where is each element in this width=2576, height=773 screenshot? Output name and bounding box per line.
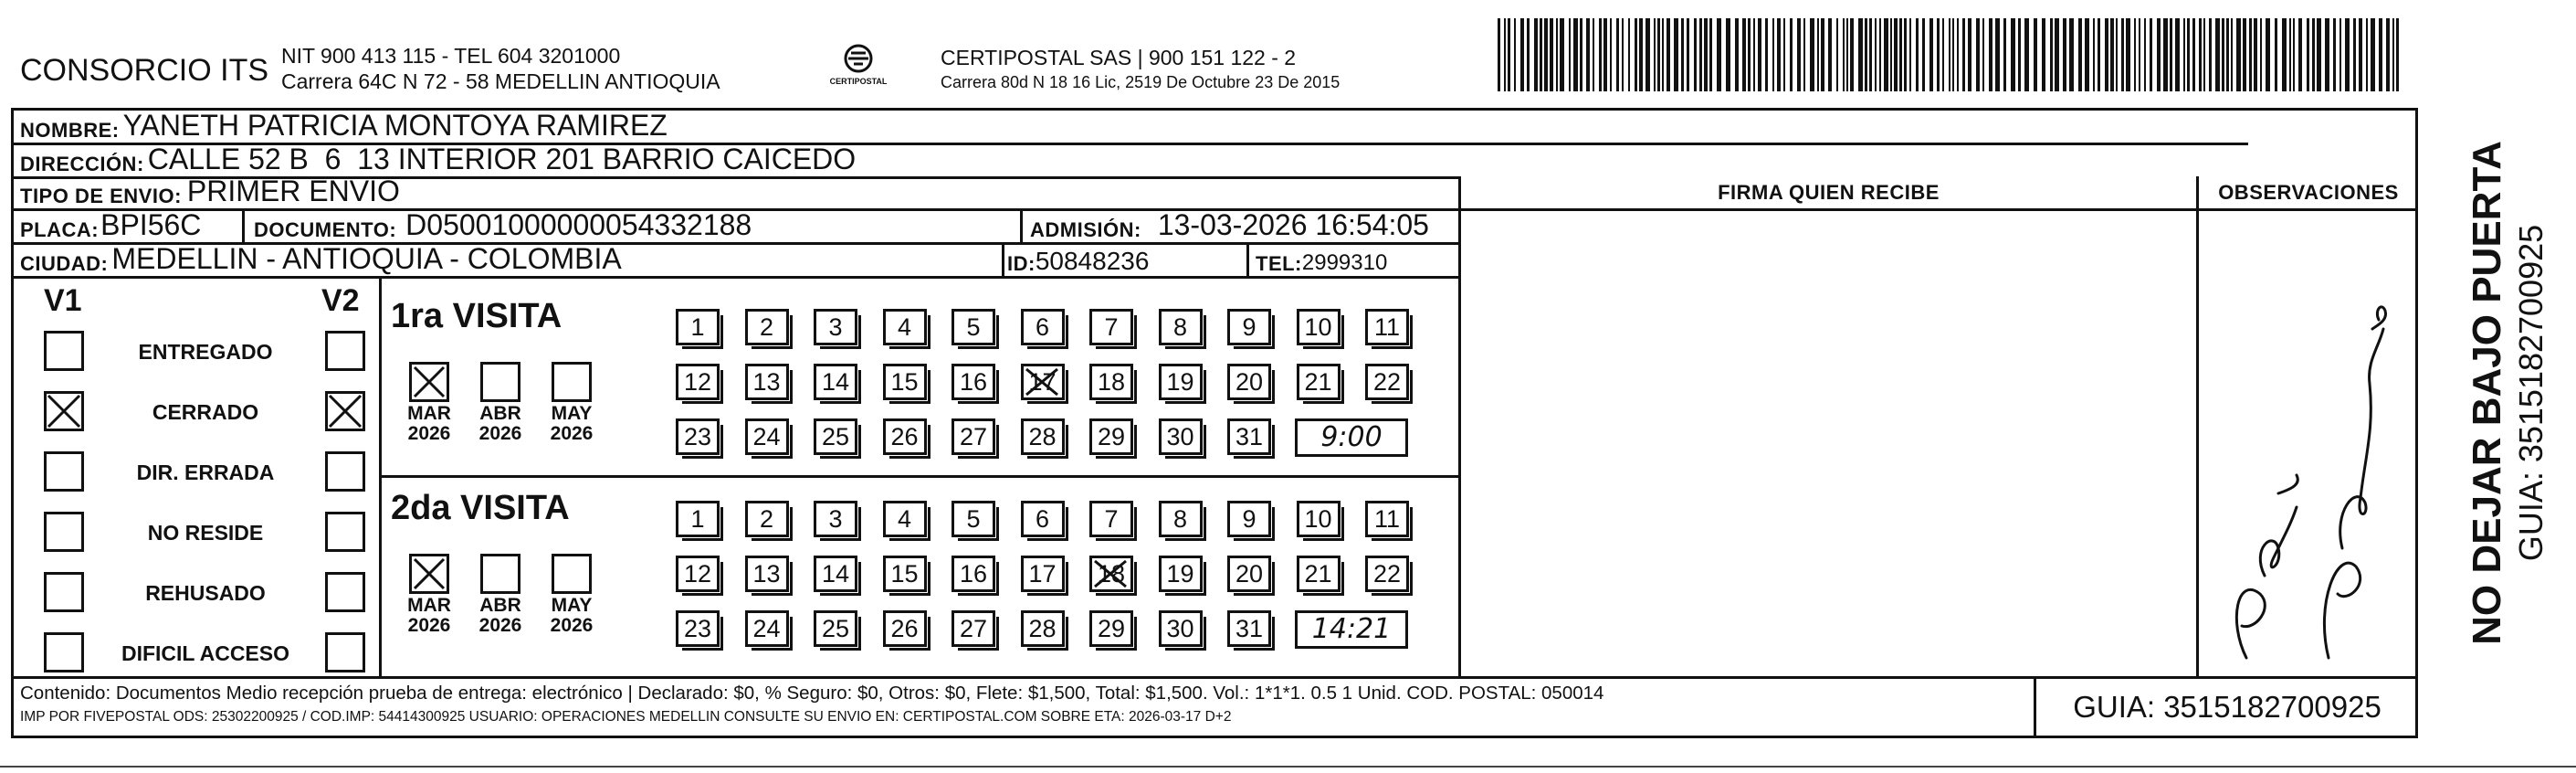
day-number: 11 [1373, 505, 1401, 533]
nombre-row [20, 108, 668, 143]
day-mark-icon [1089, 556, 1133, 592]
day-number: 26 [890, 615, 919, 642]
tipo-row [20, 176, 400, 208]
tipo-label: TIPO DE ENVIO: [20, 185, 182, 207]
visit-time: 9:00 [1295, 418, 1408, 457]
placa-value: BPI56C [100, 208, 202, 241]
day-box[interactable] [745, 610, 789, 647]
day-box[interactable] [1159, 309, 1203, 345]
day-number: 2 [759, 505, 774, 533]
v1-checkbox[interactable] [44, 512, 84, 552]
status-label: REHUSADO [145, 581, 266, 605]
day-box[interactable] [1021, 364, 1065, 400]
day-box[interactable] [745, 418, 789, 455]
firma-column-header: FIRMA QUIEN RECIBE [1718, 181, 1940, 204]
day-box[interactable] [883, 418, 927, 455]
day-number: 5 [966, 313, 981, 341]
day-box[interactable] [1159, 610, 1203, 647]
month-checkbox[interactable] [480, 554, 520, 594]
day-box[interactable] [1297, 501, 1341, 537]
day-box[interactable] [814, 501, 857, 537]
placa-label: PLACA: [20, 218, 100, 241]
day-number: 31 [1235, 423, 1264, 450]
day-number: 26 [890, 423, 919, 450]
day-number: 22 [1372, 560, 1402, 588]
v1-checkbox[interactable] [44, 331, 84, 371]
month-checkbox[interactable] [409, 362, 449, 402]
observaciones-column-header: OBSERVACIONES [2218, 181, 2399, 204]
day-box[interactable] [676, 610, 720, 647]
day-number: 19 [1166, 560, 1194, 588]
day-box[interactable] [883, 501, 927, 537]
day-box[interactable] [676, 364, 720, 400]
month-year: 2026 [407, 615, 451, 636]
v1-checkbox[interactable] [44, 391, 84, 431]
day-number: 15 [890, 560, 919, 588]
day-box[interactable] [814, 556, 857, 592]
day-box[interactable] [1365, 309, 1409, 345]
tel-row [1256, 242, 1387, 276]
v2-checkbox[interactable] [325, 331, 365, 371]
carrier-license: Carrera 80d N 18 16 Lic, 2519 De Octubre 23 De 2015 [941, 73, 1341, 91]
day-number: 6 [1035, 505, 1050, 533]
status-label: CERRADO [152, 400, 259, 424]
v2-header: V2 [321, 283, 360, 318]
day-number: 27 [959, 423, 988, 450]
day-number: 30 [1166, 615, 1194, 642]
status-label: ENTREGADO [138, 340, 273, 364]
documento-row [254, 208, 752, 242]
day-box[interactable] [814, 418, 857, 455]
day-number: 7 [1104, 505, 1119, 533]
ciudad-row [20, 242, 622, 276]
day-box[interactable] [1365, 364, 1409, 400]
day-box[interactable] [814, 610, 857, 647]
day-number: 23 [683, 423, 712, 450]
day-box[interactable] [745, 556, 789, 592]
admision-label: ADMISIÓN: [1030, 218, 1141, 241]
tel-label: TEL: [1256, 252, 1302, 275]
day-box[interactable] [1227, 418, 1271, 455]
v2-checkbox[interactable] [325, 451, 365, 492]
day-number: 28 [1028, 615, 1057, 642]
day-box[interactable] [952, 610, 995, 647]
header [0, 0, 2429, 108]
carrier-logo [826, 40, 890, 104]
id-label: ID: [1007, 252, 1036, 275]
day-box[interactable] [883, 556, 927, 592]
placa-row [20, 208, 201, 242]
day-box[interactable] [1159, 418, 1203, 455]
nombre-value: YANETH PATRICIA MONTOYA RAMIREZ [122, 109, 668, 142]
day-box[interactable] [676, 556, 720, 592]
day-number: 3 [828, 505, 843, 533]
v2-checkbox[interactable] [325, 512, 365, 552]
day-box[interactable] [1021, 501, 1065, 537]
month-name: MAY [551, 595, 593, 616]
day-number: 7 [1104, 313, 1119, 341]
day-box[interactable] [676, 309, 720, 345]
day-box[interactable] [1227, 556, 1271, 592]
handwritten-signature [2210, 274, 2411, 667]
day-number: 2 [759, 313, 774, 341]
company-nit: NIT 900 413 115 - TEL 604 3201000 [281, 44, 621, 68]
day-box[interactable] [1089, 309, 1133, 345]
day-box[interactable] [1089, 364, 1133, 400]
day-box[interactable] [1227, 364, 1271, 400]
day-box[interactable] [814, 309, 857, 345]
month-checkbox[interactable] [480, 362, 520, 402]
v1-header: V1 [44, 283, 82, 318]
day-number: 23 [683, 615, 712, 642]
visit-time: 14:21 [1295, 610, 1408, 649]
day-number: 20 [1235, 560, 1264, 588]
day-box[interactable] [952, 364, 995, 400]
day-number: 27 [959, 615, 988, 642]
month-name: ABR [479, 595, 521, 616]
day-number: 29 [1097, 423, 1126, 450]
day-number: 13 [752, 368, 781, 396]
footer-guia: GUIA: 3515182700925 [2073, 690, 2381, 724]
day-box[interactable] [1227, 501, 1271, 537]
footer-content: Contenido: Documentos Medio recepción prueba de entrega: electrónico | Declarado: $0, % Seguro: $0, Otros: $0, Flete: $1,500, Total: $1,500. Vol.: 1*1*1. 0.5 1 Unid. COD. POSTAL: 050014 [20, 683, 1604, 704]
day-box[interactable] [1159, 556, 1203, 592]
month-label [397, 404, 461, 444]
direccion-label: DIRECCIÓN: [20, 153, 144, 175]
day-number: 18 [1097, 560, 1126, 588]
second-visit-title: 2da VISITA [391, 489, 570, 527]
first-visit-title: 1ra VISITA [391, 297, 563, 335]
day-number: 8 [1172, 313, 1188, 341]
day-number: 13 [752, 560, 781, 588]
day-number: 25 [821, 615, 850, 642]
day-number: 1 [690, 505, 705, 533]
company-name: CONSORCIO ITS [20, 53, 269, 88]
day-number: 29 [1097, 615, 1126, 642]
month-year: 2026 [478, 423, 522, 444]
day-number: 17 [1028, 560, 1057, 588]
id-row [1007, 242, 1149, 276]
day-box[interactable] [1365, 501, 1409, 537]
day-number: 4 [897, 505, 912, 533]
day-box[interactable] [745, 501, 789, 537]
day-box[interactable] [1227, 309, 1271, 345]
day-number: 18 [1097, 368, 1126, 396]
month-name: MAY [551, 403, 593, 424]
day-box[interactable] [1297, 364, 1341, 400]
month-label [468, 596, 532, 636]
day-box[interactable] [883, 364, 927, 400]
day-box[interactable] [676, 418, 720, 455]
day-number: 16 [959, 560, 988, 588]
day-number: 20 [1235, 368, 1264, 396]
day-box[interactable] [676, 501, 720, 537]
tipo-value: PRIMER ENVIO [186, 175, 400, 207]
day-box[interactable] [883, 610, 927, 647]
day-number: 21 [1304, 368, 1332, 396]
day-number: 6 [1035, 313, 1050, 341]
documento-value: D05001000000054332188 [405, 208, 752, 241]
month-name: ABR [479, 403, 521, 424]
status-label: DIR. ERRADA [136, 461, 275, 484]
day-number: 14 [821, 560, 850, 588]
nombre-label: NOMBRE: [20, 119, 120, 142]
admision-row [1030, 208, 1429, 242]
ciudad-label: CIUDAD: [20, 252, 109, 275]
id-value: 50848236 [1035, 247, 1150, 275]
side-warning: NO DEJAR BAJO PUERTA [2465, 141, 2509, 645]
day-number: 14 [821, 368, 850, 396]
day-number: 30 [1166, 423, 1194, 450]
day-number: 4 [897, 313, 912, 341]
tel-value: 2999310 [1301, 250, 1388, 275]
day-number: 31 [1235, 615, 1264, 642]
day-box[interactable] [1227, 610, 1271, 647]
day-box[interactable] [1021, 418, 1065, 455]
v2-checkbox[interactable] [325, 632, 365, 672]
month-label [540, 596, 604, 636]
barcode [1498, 18, 2402, 91]
day-number: 22 [1372, 368, 1402, 396]
day-box[interactable] [1089, 610, 1133, 647]
day-box[interactable] [1089, 556, 1133, 592]
day-box[interactable] [952, 501, 995, 537]
day-box[interactable] [1297, 556, 1341, 592]
day-box[interactable] [1297, 309, 1341, 345]
month-label [468, 404, 532, 444]
day-box[interactable] [745, 364, 789, 400]
v2-checkbox[interactable] [325, 391, 365, 431]
day-number: 10 [1304, 313, 1332, 341]
day-number: 25 [821, 423, 850, 450]
day-number: 3 [828, 313, 843, 341]
month-year: 2026 [550, 615, 594, 636]
status-label: DIFICIL ACCESO [121, 641, 289, 665]
admision-value: 13-03-2026 16:54:05 [1157, 208, 1429, 241]
day-box[interactable] [1089, 501, 1133, 537]
day-number: 15 [890, 368, 919, 396]
day-box[interactable] [1021, 610, 1065, 647]
day-number: 16 [959, 368, 988, 396]
day-box[interactable] [1365, 556, 1409, 592]
day-number: 8 [1172, 505, 1188, 533]
day-box[interactable] [745, 309, 789, 345]
day-box[interactable] [1021, 556, 1065, 592]
carrier-logo-text: CERTIPOSTAL [829, 77, 888, 86]
day-number: 12 [683, 368, 712, 396]
day-number: 19 [1166, 368, 1194, 396]
day-number: 21 [1304, 560, 1332, 588]
direccion-row [20, 143, 856, 176]
footer-imp: IMP POR FIVEPOSTAL ODS: 25302200925 / COD.IMP: 54414300925 USUARIO: OPERACIONES MEDELLIN CONSULTE SU ENVIO EN: CERTIPOSTAL.COM SOBRE ETA: 2026-03-17 D+2 [20, 709, 1232, 725]
v1-checkbox[interactable] [44, 632, 84, 672]
month-year: 2026 [550, 423, 594, 444]
day-mark-icon [1021, 364, 1065, 400]
day-box[interactable] [1159, 364, 1203, 400]
day-number: 9 [1242, 313, 1256, 341]
day-number: 10 [1304, 505, 1332, 533]
documento-label: DOCUMENTO: [254, 218, 397, 241]
v1-checkbox[interactable] [44, 451, 84, 492]
day-number: 24 [752, 423, 781, 450]
v1-checkbox[interactable] [44, 572, 84, 612]
company-address: Carrera 64C N 72 - 58 MEDELLIN ANTIOQUIA [281, 69, 720, 93]
day-number: 1 [690, 313, 705, 341]
month-year: 2026 [407, 423, 451, 444]
day-box[interactable] [1089, 418, 1133, 455]
direccion-value: CALLE 52 B 6 13 INTERIOR 201 BARRIO CAICEDO [147, 143, 857, 175]
day-box[interactable] [1021, 309, 1065, 345]
day-number: 28 [1028, 423, 1057, 450]
month-year: 2026 [478, 615, 522, 636]
day-box[interactable] [952, 556, 995, 592]
month-checkbox[interactable] [409, 554, 449, 594]
month-checkbox[interactable] [552, 362, 592, 402]
day-number: 11 [1373, 313, 1401, 341]
day-number: 5 [966, 505, 981, 533]
month-name: MAR [407, 403, 451, 424]
status-label: NO RESIDE [147, 521, 264, 545]
v2-checkbox[interactable] [325, 572, 365, 612]
day-box[interactable] [952, 309, 995, 345]
day-box[interactable] [952, 418, 995, 455]
month-checkbox[interactable] [552, 554, 592, 594]
day-box[interactable] [1159, 501, 1203, 537]
day-number: 12 [683, 560, 712, 588]
day-box[interactable] [883, 309, 927, 345]
day-number: 24 [752, 615, 781, 642]
month-label [540, 404, 604, 444]
ciudad-value: MEDELLIN - ANTIOQUIA - COLOMBIA [111, 242, 622, 275]
day-box[interactable] [814, 364, 857, 400]
side-guia: GUIA: 3515182700925 [2512, 224, 2550, 562]
day-number: 17 [1028, 368, 1057, 396]
month-label [397, 596, 461, 636]
day-number: 9 [1242, 505, 1256, 533]
month-name: MAR [407, 595, 451, 616]
carrier-info: CERTIPOSTAL SAS | 900 151 122 - 2 [941, 46, 1297, 69]
